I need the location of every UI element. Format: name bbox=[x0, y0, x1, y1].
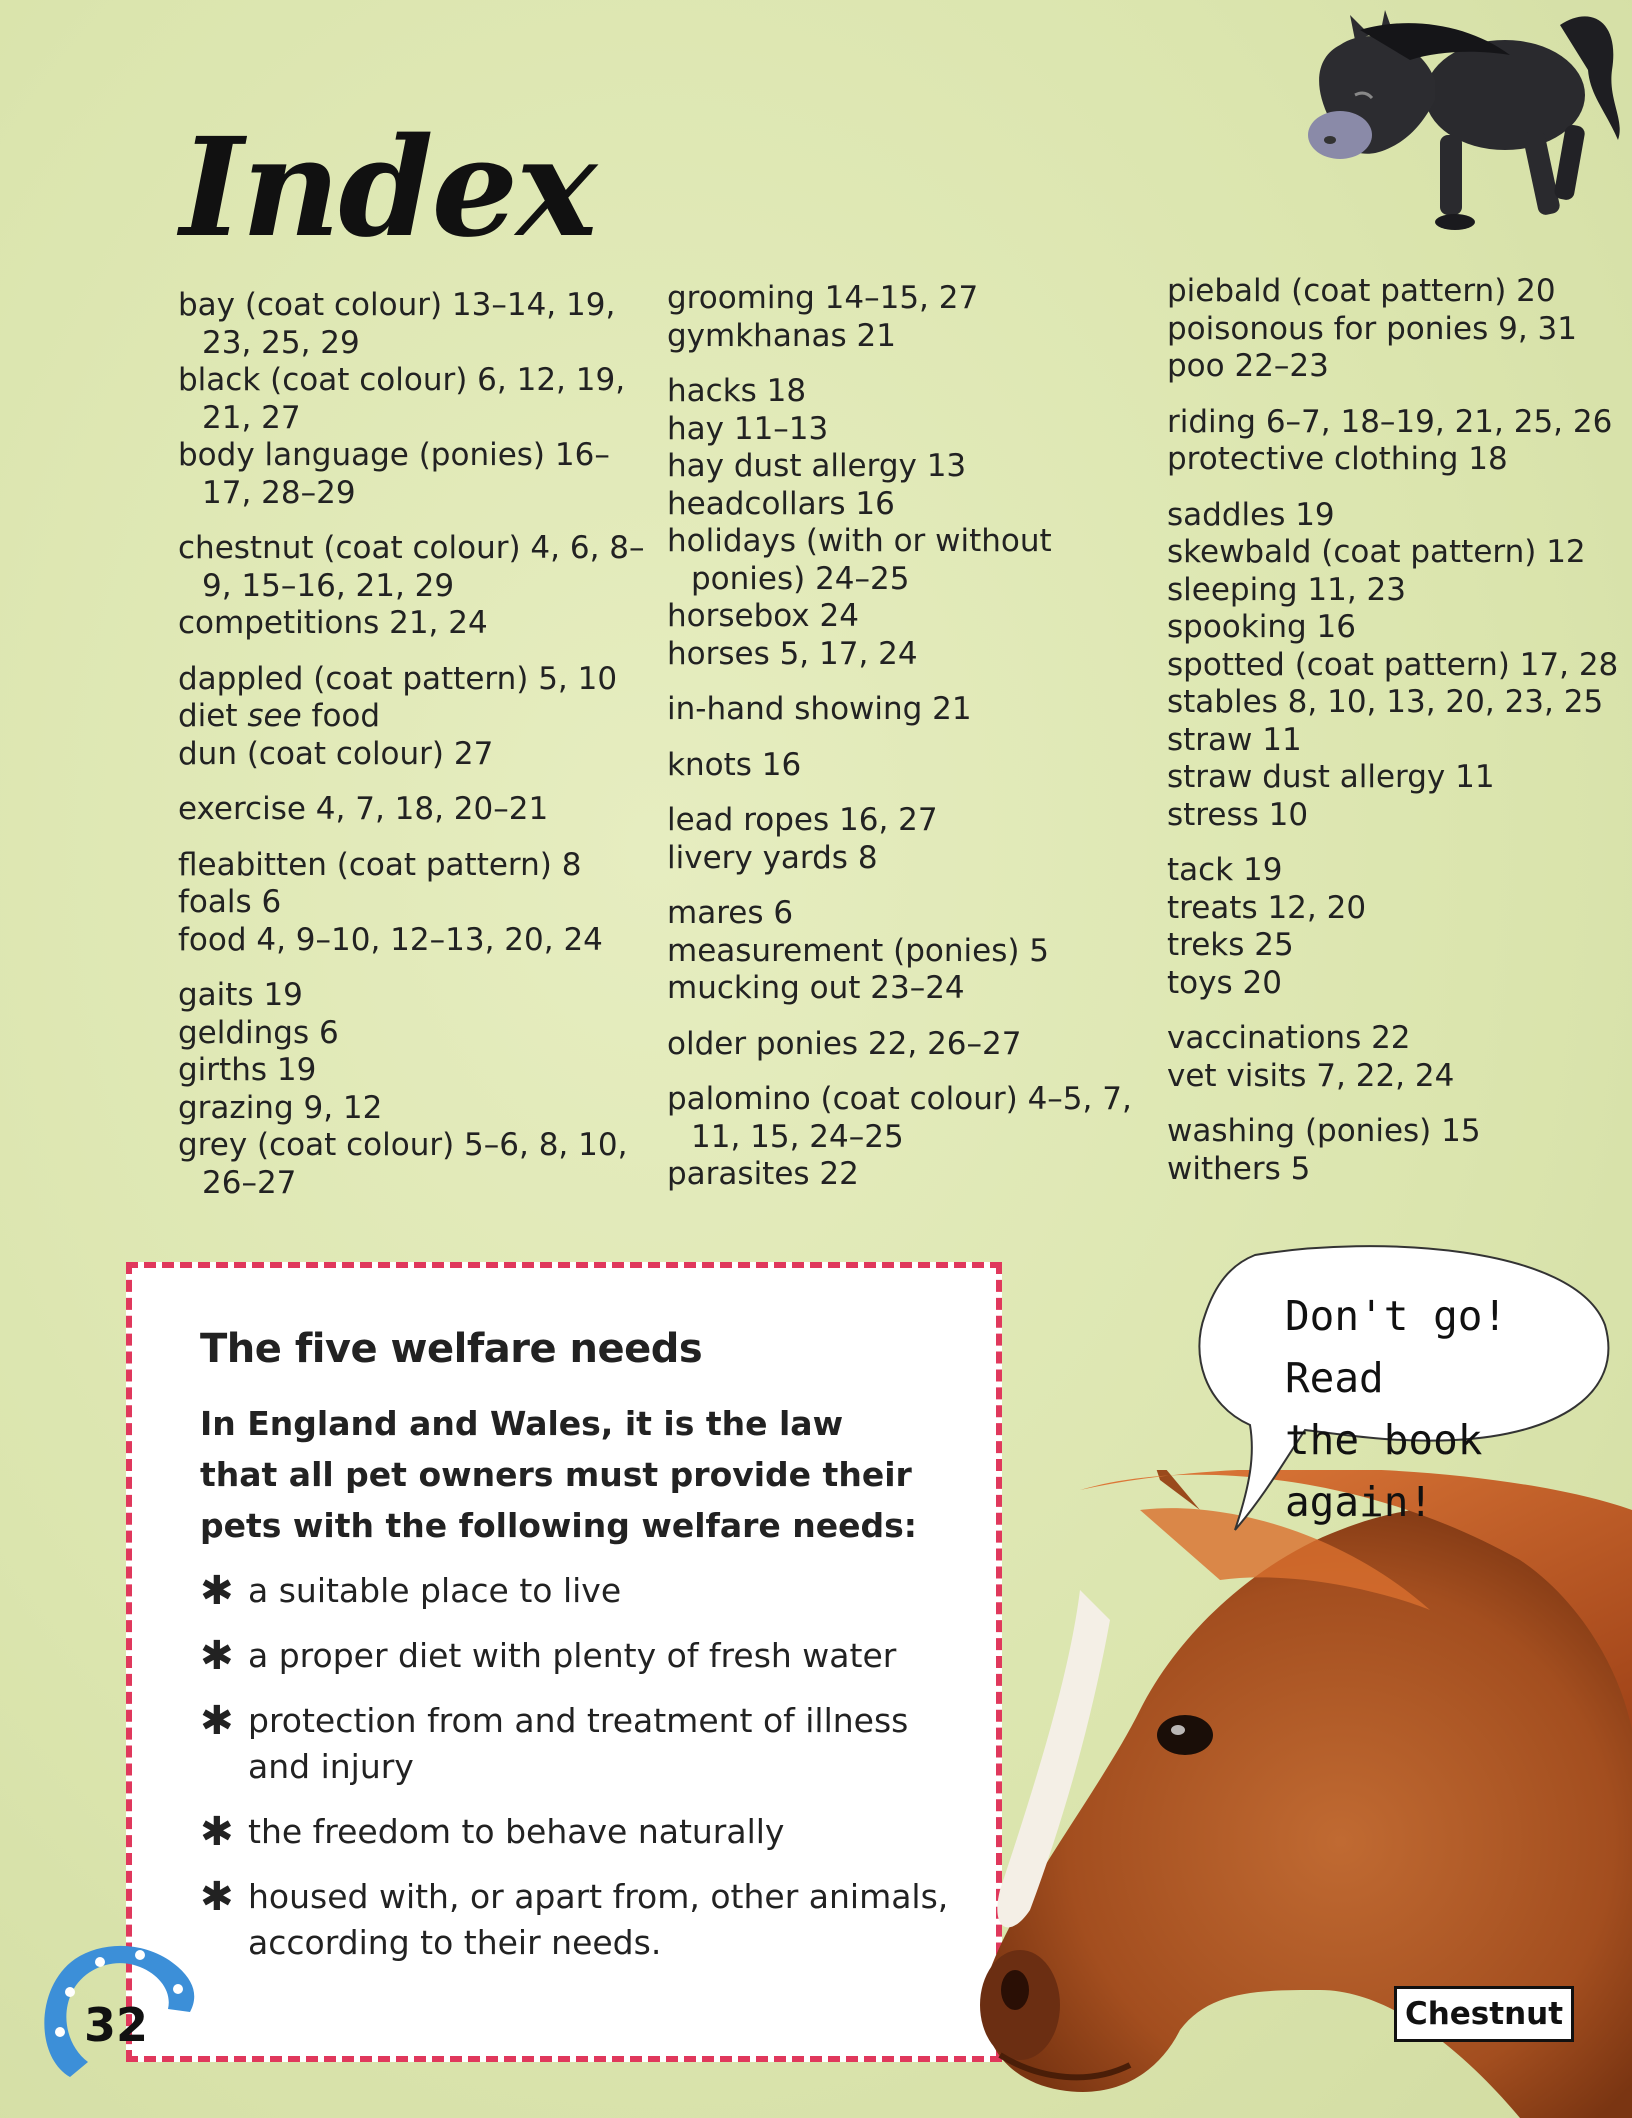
index-entry: foals 6 bbox=[178, 884, 282, 920]
index-entry: holidays (with or without ponies) 24–25 bbox=[667, 523, 1052, 597]
index-group bbox=[178, 287, 658, 512]
index-entry: horsebox 24 bbox=[667, 598, 859, 634]
index-entry: body language (ponies) 16–17, 28–29 bbox=[178, 437, 610, 511]
welfare-item: ✱ the freedom to behave naturally bbox=[200, 1809, 785, 1855]
index-entry: spooking 16 bbox=[1167, 609, 1356, 645]
black-pony-illustration bbox=[1260, 0, 1632, 240]
index-entry: protective clothing 18 bbox=[1167, 441, 1508, 477]
index-entry: grazing 9, 12 bbox=[178, 1089, 383, 1126]
index-column-1 bbox=[178, 287, 658, 1220]
index-entry: withers 5 bbox=[1167, 1150, 1311, 1187]
index-entry: chestnut (coat colour) 4, 6, 8–9, 15–16, 21, 29 bbox=[178, 530, 645, 604]
index-group bbox=[667, 1081, 1147, 1194]
index-group bbox=[667, 747, 1147, 785]
asterisk-bullet-icon: ✱ bbox=[200, 1874, 234, 1920]
index-entry: hacks 18 bbox=[667, 373, 807, 409]
index-group bbox=[178, 530, 658, 643]
index-entry: horses 5, 17, 24 bbox=[667, 635, 918, 672]
index-entry: mares 6 bbox=[667, 895, 794, 931]
asterisk-bullet-icon: ✱ bbox=[200, 1633, 234, 1679]
index-entry: sleeping 11, 23 bbox=[1167, 571, 1406, 608]
index-entry: in-hand showing 21 bbox=[667, 691, 972, 727]
index-group bbox=[667, 373, 1147, 673]
index-entry: grey (coat colour) 5–6, 8, 10, 26–27 bbox=[178, 1127, 628, 1201]
index-entry: vet visits 7, 22, 24 bbox=[1167, 1057, 1455, 1094]
welfare-item: ✱ protection from and treatment of illness and injury bbox=[200, 1698, 909, 1786]
index-entry: lead ropes 16, 27 bbox=[667, 802, 938, 838]
index-entry: straw dust allergy 11 bbox=[1167, 759, 1495, 795]
welfare-item: ✱ a proper diet with plenty of fresh water bbox=[200, 1633, 897, 1679]
index-entry: gymkhanas 21 bbox=[667, 317, 896, 354]
index-entry: black (coat colour) 6, 12, 19, 21, 27 bbox=[178, 362, 626, 436]
index-group bbox=[178, 791, 658, 829]
index-entry: poisonous for ponies 9, 31 bbox=[1167, 310, 1577, 347]
index-group bbox=[178, 847, 658, 960]
index-entry: spotted (coat pattern) 17, 28 bbox=[1167, 646, 1619, 683]
index-entry: diet see food bbox=[178, 698, 381, 734]
index-entry: tack 19 bbox=[1167, 852, 1283, 888]
asterisk-bullet-icon: ✱ bbox=[200, 1809, 234, 1855]
photo-caption: Chestnut bbox=[1394, 1986, 1574, 2042]
index-group bbox=[667, 691, 1147, 729]
index-group bbox=[1167, 1020, 1632, 1095]
asterisk-bullet-icon: ✱ bbox=[200, 1698, 234, 1744]
index-group bbox=[178, 977, 658, 1202]
speech-text: Don't go! Read the book again! bbox=[1285, 1292, 1508, 1526]
index-entry: knots 16 bbox=[667, 746, 802, 783]
index-entry: dappled (coat pattern) 5, 10 bbox=[178, 660, 618, 697]
index-entry: dun (coat colour) 27 bbox=[178, 735, 494, 772]
index-entry: treks 25 bbox=[1167, 927, 1294, 963]
welfare-intro: In England and Wales, it is the law that all pet owners must provide their pets with the following welfare needs: bbox=[200, 1404, 917, 1545]
index-entry: bay (coat colour) 13–14, 19, 23, 25, 29 bbox=[178, 287, 616, 361]
index-column-3 bbox=[1167, 273, 1632, 1206]
index-entry: geldings 6 bbox=[178, 1014, 339, 1051]
index-entry: gaits 19 bbox=[178, 977, 303, 1013]
welfare-title: The five welfare needs bbox=[200, 1326, 703, 1372]
welfare-item: ✱ housed with, or apart from, other animals, according to their needs. bbox=[200, 1874, 949, 1962]
index-entry: skewbald (coat pattern) 12 bbox=[1167, 534, 1586, 570]
index-group bbox=[1167, 497, 1632, 835]
index-column-2 bbox=[667, 280, 1147, 1212]
index-entry: toys 20 bbox=[1167, 964, 1282, 1001]
index-group bbox=[667, 895, 1147, 1008]
index-entry: straw 11 bbox=[1167, 721, 1302, 758]
index-entry: food 4, 9–10, 12–13, 20, 24 bbox=[178, 921, 603, 958]
index-entry: grooming 14–15, 27 bbox=[667, 280, 979, 316]
index-group bbox=[1167, 404, 1632, 479]
index-entry: measurement (ponies) 5 bbox=[667, 932, 1050, 969]
index-entry: hay 11–13 bbox=[667, 410, 829, 447]
index-entry: livery yards 8 bbox=[667, 839, 878, 876]
index-entry: riding 6–7, 18–19, 21, 25, 26 bbox=[1167, 403, 1613, 440]
index-entry: mucking out 23–24 bbox=[667, 970, 965, 1006]
index-group bbox=[1167, 852, 1632, 1002]
index-entry: girths 19 bbox=[178, 1052, 317, 1088]
index-group bbox=[667, 280, 1147, 355]
welfare-needs-box bbox=[126, 1262, 1002, 2062]
index-entry: older ponies 22, 26–27 bbox=[667, 1025, 1022, 1062]
index-entry: vaccinations 22 bbox=[1167, 1020, 1411, 1056]
index-entry: saddles 19 bbox=[1167, 496, 1335, 533]
welfare-list bbox=[200, 1568, 960, 1985]
index-entry: competitions 21, 24 bbox=[178, 605, 488, 641]
index-group bbox=[178, 661, 658, 774]
index-group bbox=[1167, 1113, 1632, 1188]
index-entry: exercise 4, 7, 18, 20–21 bbox=[178, 791, 549, 827]
index-entry: treats 12, 20 bbox=[1167, 889, 1367, 926]
index-entry: stress 10 bbox=[1167, 796, 1309, 833]
index-entry: washing (ponies) 15 bbox=[1167, 1113, 1481, 1149]
index-group bbox=[667, 1026, 1147, 1064]
index-entry: headcollars 16 bbox=[667, 485, 895, 522]
index-entry: stables 8, 10, 13, 20, 23, 25 bbox=[1167, 684, 1604, 720]
welfare-item: ✱ a suitable place to live bbox=[200, 1568, 622, 1614]
index-entry: poo 22–23 bbox=[1167, 348, 1329, 384]
page-title: Index bbox=[180, 108, 596, 268]
index-group bbox=[667, 802, 1147, 877]
index-group bbox=[1167, 273, 1632, 386]
asterisk-bullet-icon: ✱ bbox=[200, 1568, 234, 1614]
index-entry: hay dust allergy 13 bbox=[667, 448, 967, 484]
index-entry: parasites 22 bbox=[667, 1156, 859, 1192]
index-entry: piebald (coat pattern) 20 bbox=[1167, 273, 1556, 309]
index-entry: palomino (coat colour) 4–5, 7, 11, 15, 24–25 bbox=[667, 1081, 1132, 1155]
page-number: 32 bbox=[84, 1998, 149, 2052]
index-entry: fleabitten (coat pattern) 8 bbox=[178, 846, 582, 883]
